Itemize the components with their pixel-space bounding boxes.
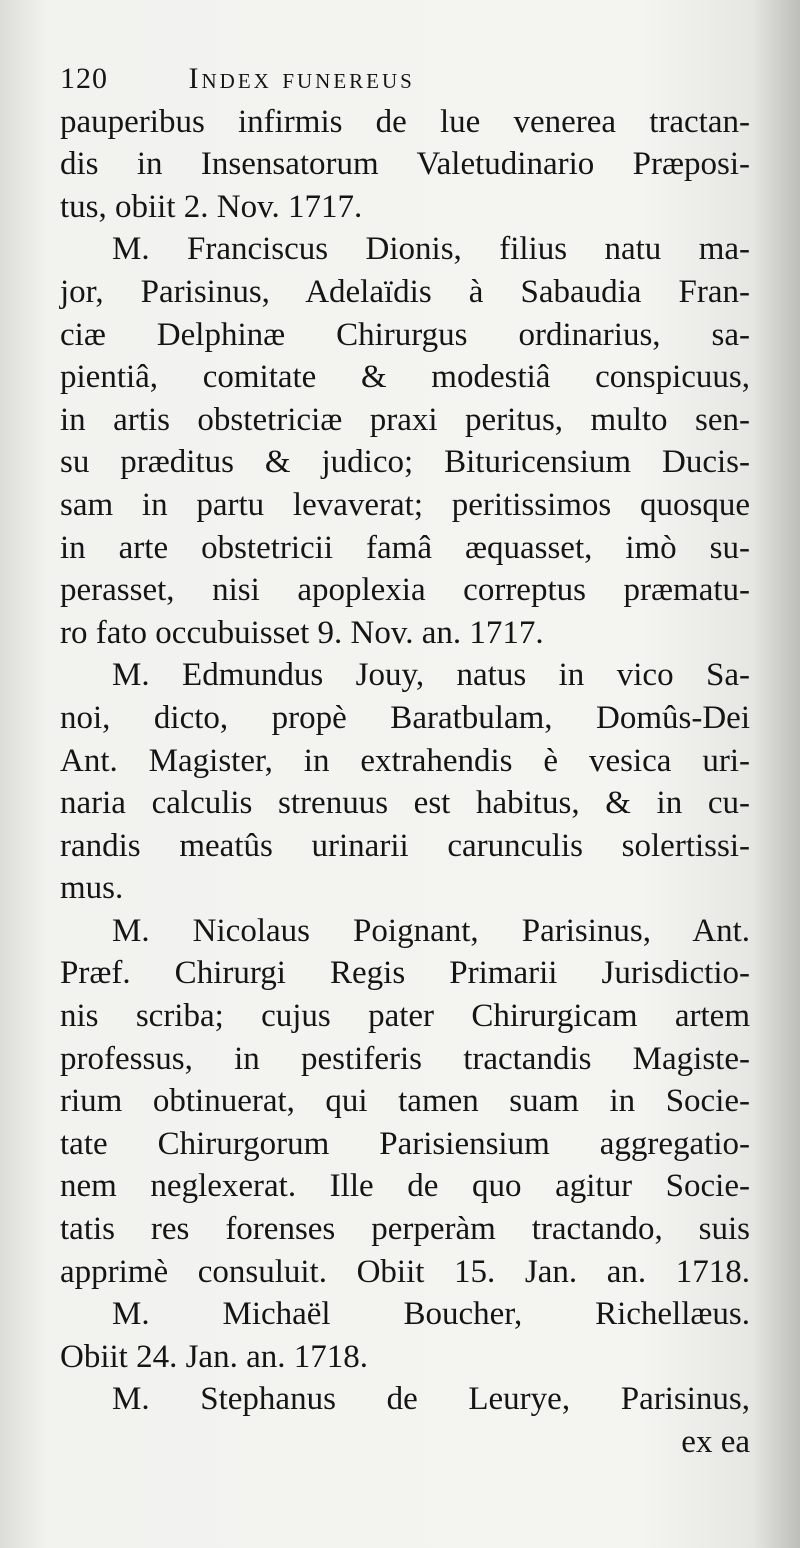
running-title: Index funereus — [188, 62, 415, 95]
text-line: nem neglexerat. Ille de quo agitur Socie- — [60, 1168, 750, 1205]
text-line: pauperibus infirmis de lue venerea tractan- — [60, 103, 750, 140]
text-line: sam in partu levaverat; peritissimos quosque — [60, 486, 750, 523]
text-line: perasset, nisi apoplexia correptus præmatu- — [60, 572, 750, 609]
text-line: mus. — [60, 870, 124, 907]
entry-start-leurye: M. Stephanus de Leurye, Parisinus, — [112, 1381, 750, 1418]
text-line: pientiâ, comitate & modestiâ conspicuus, — [60, 359, 750, 396]
text-line: dis in Insensatorum Valetudinario Præposi- — [60, 146, 750, 183]
text-line: Obiit 24. Jan. an. 1718. — [60, 1338, 368, 1375]
text-line: nis scriba; cujus pater Chirurgicam artem — [60, 998, 750, 1035]
text-line: rium obtinuerat, qui tamen suam in Socie- — [60, 1083, 750, 1120]
entry-start-dionis: M. Franciscus Dionis, filius natu ma- — [112, 231, 750, 268]
text-line: ro fato occubuisset 9. Nov. an. 1717. — [60, 614, 544, 651]
text-line: naria calculis strenuus est habitus, & in cu- — [60, 785, 750, 822]
text-line: tatis res forenses perperàm tractando, suis — [60, 1211, 750, 1248]
text-line: professus, in pestiferis tractandis Magiste- — [60, 1040, 750, 1077]
text-line: apprimè consuluit. Obiit 15. Jan. an. 1718. — [60, 1253, 750, 1290]
text-line: in artis obstetriciæ praxi peritus, multo sen- — [60, 401, 750, 438]
entry-start-jouy: M. Edmundus Jouy, natus in vico Sa- — [112, 657, 750, 694]
catchword: ex ea — [681, 1424, 750, 1460]
text-line: tate Chirurgorum Parisiensium aggregatio- — [60, 1125, 750, 1162]
entry-start-poignant: M. Nicolaus Poignant, Parisinus, Ant. — [112, 912, 750, 949]
text-line: in arte obstetricii famâ æquasset, imò su- — [60, 529, 750, 566]
page-text — [60, 58, 750, 1464]
page-number: 120 — [60, 62, 108, 95]
text-line: ciæ Delphinæ Chirurgus ordinarius, sa- — [60, 316, 750, 353]
text-line: randis meatûs urinarii carunculis solertissi- — [60, 827, 750, 864]
text-line: noi, dicto, propè Baratbulam, Domûs-Dei — [60, 699, 750, 736]
text-line: su præditus & judico; Bituricensium Ducis- — [60, 444, 750, 481]
text-line: jor, Parisinus, Adelaïdis à Sabaudia Fran- — [60, 273, 750, 310]
entry-start-boucher: M. Michaël Boucher, Richellæus. — [112, 1296, 750, 1333]
text-line: tus, obiit 2. Nov. 1717. — [60, 188, 363, 225]
text-line: Præf. Chirurgi Regis Primarii Jurisdictio- — [60, 955, 750, 992]
text-line: Ant. Magister, in extrahendis è vesica uri- — [60, 742, 750, 779]
running-header — [60, 58, 750, 101]
